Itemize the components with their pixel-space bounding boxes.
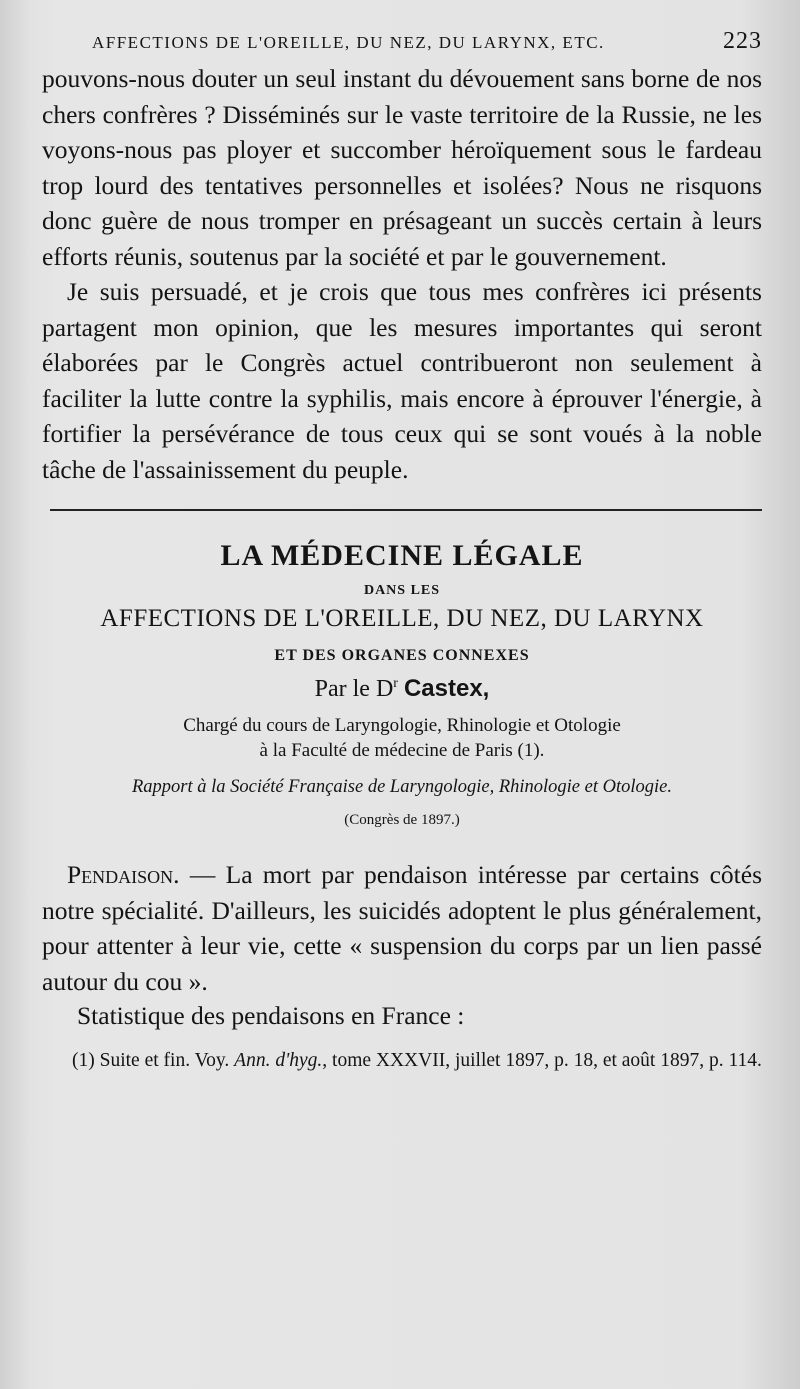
article-title-connector: DANS LES bbox=[363, 583, 441, 598]
paragraph-conclusion: Je suis persuadé, et je crois que tous mes confrères ici présents partagent mon opinion, que les mesures importantes qui seront élaborées par le Congrès actuel contribueront non seulement à faciliter la lutte contre la syphilis, mais encore à éprouver l'énergie, à fortifier la persévérance de tous ceux qui se sont voués à la noble tâche de l'assainissement du peuple. bbox=[42, 277, 762, 484]
section-divider bbox=[50, 509, 762, 511]
congress-note: (Congrès de 1897.) bbox=[344, 812, 460, 828]
footnote-marker: (1) bbox=[72, 1050, 95, 1071]
article-subtitle-2: ET DES ORGANES CONNEXES bbox=[274, 647, 530, 664]
running-title: AFFECTIONS DE L'OREILLE, DU NEZ, DU LARYNX, ETC. bbox=[92, 33, 605, 52]
paragraph-continuation: pouvons-nous douter un seul instant du dévouement sans borne de nos chers confrères ? Disséminés sur le vaste territoire de la Russie, ne les voyons-nous pas ployer et succomber héroïquement sous le fardeau trop lourd des tentatives personnelles et isolées? Nous ne risquons donc guère de nous tromper en présageant un succès certain à leurs efforts réunis, soutenus par la société et par le gouvernement. bbox=[42, 64, 762, 271]
author-prefix-sup: r bbox=[393, 676, 398, 691]
footnote-text-b: , tome XXXVII, juillet 1897, p. 18, et août 1897, p. 114. bbox=[322, 1050, 762, 1071]
article-subtitle: AFFECTIONS DE L'OREILLE, DU NEZ, DU LARYNX bbox=[100, 605, 704, 632]
footnote-text-a: Suite et fin. Voy. bbox=[99, 1050, 230, 1071]
page-number: 223 bbox=[723, 28, 762, 54]
footnote-journal: Ann. d'hyg. bbox=[234, 1050, 323, 1071]
author-affiliation-1: Chargé du cours de Laryngologie, Rhinologie et Otologie bbox=[183, 715, 621, 736]
statistics-heading: Statistique des pendaisons en France : bbox=[77, 1001, 465, 1030]
report-note: Rapport à la Société Française de Laryngologie, Rhinologie et Otologie. bbox=[131, 777, 672, 797]
page-content bbox=[42, 28, 762, 1092]
author-line bbox=[42, 675, 762, 703]
author-affiliation-2: à la Faculté de médecine de Paris (1). bbox=[259, 740, 545, 761]
section-heading: Pendaison. bbox=[67, 860, 180, 889]
section-paragraph bbox=[42, 857, 762, 999]
footnote bbox=[42, 1049, 762, 1072]
running-header bbox=[92, 28, 762, 55]
article-title: LA MÉDECINE LÉGALE bbox=[220, 539, 584, 572]
author-name: Castex, bbox=[403, 675, 490, 702]
section-text: — La mort par pendaison intéresse par certains côtés notre spécialité. D'ailleurs, les suicidés adoptent le plus généralement, pour attenter à leur vie, cette « suspension du corps par un lien passé autour du cou ». bbox=[42, 860, 762, 996]
author-prefix: Par le D bbox=[314, 676, 394, 702]
